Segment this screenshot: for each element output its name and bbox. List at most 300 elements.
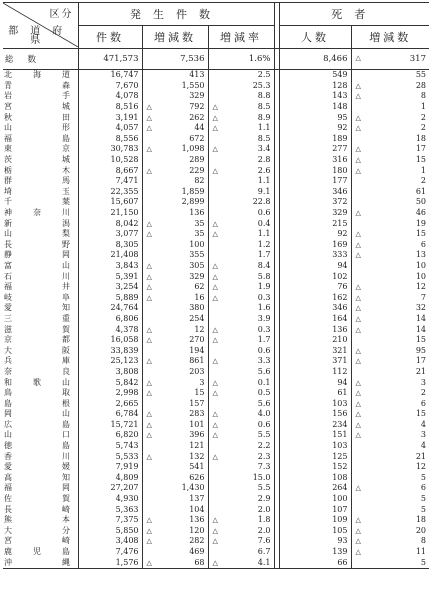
death-change: 55	[351, 70, 429, 81]
occurrence-rate: 7.3	[208, 462, 274, 473]
decrease-mark: △	[146, 410, 152, 419]
table-row	[3, 176, 429, 187]
death-persons: 329	[332, 208, 348, 218]
prefecture-name: 島 根	[3, 398, 78, 409]
death-change: △ 17	[351, 144, 429, 155]
death-change: △ 1	[351, 165, 429, 176]
occurrence-rate: 9.1	[208, 187, 274, 198]
occurrence-rate: △ 5.5	[208, 430, 274, 441]
occurrence-change: 355	[142, 250, 208, 261]
prefecture-name: 沖 縄	[3, 557, 78, 568]
table-row	[3, 451, 429, 462]
table-row	[3, 409, 429, 420]
prefecture-name: 山 口	[3, 430, 78, 441]
decrease-mark: △	[355, 166, 361, 175]
death-persons: 148	[332, 102, 348, 112]
table-row	[3, 367, 429, 378]
table-row	[3, 462, 429, 473]
occurrence-change: △ 132	[142, 451, 208, 462]
prefecture-name: 鹿 児 島	[3, 547, 78, 558]
decrease-mark: △	[355, 113, 361, 122]
occurrence-rate: 2.5	[208, 70, 274, 81]
occurrence-rate: △ 8.4	[208, 261, 274, 272]
occurrence-rate: 1.7	[208, 250, 274, 261]
occurrence-rate: △ 8.9	[208, 112, 274, 123]
table-row	[3, 218, 429, 229]
prefecture-name: 青 森	[3, 81, 78, 92]
table-row	[3, 303, 429, 314]
table-row	[3, 208, 429, 219]
decrease-mark: △	[355, 410, 361, 419]
prefecture-name: 山 梨	[3, 229, 78, 240]
table-row	[3, 123, 429, 134]
death-persons: 549	[332, 70, 348, 80]
death-change: 4	[351, 441, 429, 452]
table-row	[3, 398, 429, 409]
prefecture-name: 静 岡	[3, 250, 78, 261]
occurrence-rate: △ 4.1	[208, 557, 274, 568]
prefecture-name: 京 都	[3, 335, 78, 346]
death-change: 50	[351, 197, 429, 208]
death-persons: 234	[332, 419, 348, 429]
death-persons: 164	[332, 313, 348, 323]
prefecture-name: 和 歌 山	[3, 377, 78, 388]
occurrence-rate: 6.7	[208, 547, 274, 558]
decrease-mark: △	[212, 166, 218, 175]
occurrence-change: 672	[142, 134, 208, 145]
decrease-mark: △	[355, 526, 361, 535]
occurrence-rate: 2.2	[208, 441, 274, 452]
decrease-mark: △	[146, 431, 152, 440]
decrease-mark: △	[355, 548, 361, 557]
table-row	[3, 250, 429, 261]
death-persons: 66	[279, 557, 351, 568]
table-row	[3, 430, 429, 441]
occurrence-count: 3,408	[115, 536, 139, 546]
occurrence-rate: △ 1.1	[208, 123, 274, 134]
death-change: △ 6	[351, 240, 429, 251]
occurrence-count: 3,191	[115, 112, 139, 122]
total-rate: 1.6%	[208, 49, 274, 70]
prefecture-name: 熊 本	[3, 515, 78, 526]
occurrence-rate: 0.6	[208, 345, 274, 356]
occurrence-change: △ 396	[142, 430, 208, 441]
prefecture-name: 石 川	[3, 271, 78, 282]
table-row	[3, 282, 429, 293]
death-persons: 264	[332, 483, 348, 493]
occurrence-rate: 8.5	[208, 134, 274, 145]
prefecture-name: 宮 崎	[3, 536, 78, 547]
decrease-mark: △	[146, 166, 152, 175]
decrease-mark: △	[355, 325, 361, 334]
occurrence-rate: △ 3.3	[208, 356, 274, 367]
death-persons: 61	[337, 388, 348, 398]
occurrence-change: △ 3	[142, 377, 208, 388]
death-change: △ 15	[351, 155, 429, 166]
death-change: △ 8	[351, 91, 429, 102]
table-row	[3, 155, 429, 166]
decrease-mark: △	[355, 92, 361, 101]
death-change: 18	[351, 134, 429, 145]
table-row	[3, 187, 429, 198]
occurrence-rate: 8.8	[208, 91, 274, 102]
prefecture-name: 埼 玉	[3, 187, 78, 198]
prefecture-name: 茨 城	[3, 155, 78, 166]
decrease-mark: △	[212, 410, 218, 419]
occurrence-rate: △ 0.3	[208, 324, 274, 335]
decrease-mark: △	[146, 230, 152, 239]
death-change: 19	[351, 218, 429, 229]
death-persons: 125	[332, 451, 348, 461]
occurrence-count: 6,820	[115, 430, 139, 440]
occurrence-count: 33,839	[110, 345, 139, 355]
occurrence-rate: 1.2	[208, 240, 274, 251]
decrease-mark: △	[212, 378, 218, 387]
occurrence-count: 27,207	[110, 483, 139, 493]
decrease-mark: △	[355, 283, 361, 292]
decrease-mark: △	[146, 325, 152, 334]
prefecture-name: 香 川	[3, 451, 78, 462]
prefecture-name: 愛 知	[3, 303, 78, 314]
death-persons: 321	[332, 345, 348, 355]
prefecture-name: 宮 城	[3, 102, 78, 113]
occurrence-count: 15,721	[110, 419, 139, 429]
occurrence-change: △ 62	[142, 282, 208, 293]
prefecture-name: 秋 田	[3, 112, 78, 123]
death-change: 2	[351, 176, 429, 187]
occurrence-change: 157	[142, 398, 208, 409]
occurrence-rate: △ 2.0	[208, 526, 274, 537]
death-persons: 108	[332, 472, 348, 482]
table-row	[3, 483, 429, 494]
prefecture-name: 鳥 取	[3, 388, 78, 399]
death-change: 5	[351, 494, 429, 505]
prefecture-name: 岐 阜	[3, 292, 78, 303]
death-change: 21	[351, 451, 429, 462]
decrease-mark: △	[146, 283, 152, 292]
death-change: △ 15	[351, 229, 429, 240]
occurrence-count: 3,077	[115, 229, 139, 239]
death-change: 5	[351, 557, 429, 568]
prefecture-name: 福 岡	[3, 483, 78, 494]
occurrence-count: 5,743	[115, 441, 139, 451]
table-row	[3, 81, 429, 92]
table-row	[3, 473, 429, 484]
occurrence-change: 82	[142, 176, 208, 187]
death-persons: 177	[332, 176, 348, 186]
occurrence-count: 8,305	[115, 239, 139, 249]
decrease-mark: △	[355, 124, 361, 133]
occurrence-change: 194	[142, 345, 208, 356]
death-change: △ 13	[351, 250, 429, 261]
occurrence-change: 1,550	[142, 81, 208, 92]
prefecture-name: 岩 手	[3, 91, 78, 102]
col-rate-header: 増減率	[208, 26, 274, 49]
occurrence-count: 15,607	[110, 197, 139, 207]
occurrence-rate: 2.8	[208, 155, 274, 166]
occurrence-rate: 25.3	[208, 81, 274, 92]
occurrence-change: △ 305	[142, 261, 208, 272]
death-change: △ 95	[351, 345, 429, 356]
occurrence-count: 7,471	[115, 176, 139, 186]
table-row	[3, 91, 429, 102]
occurrence-count: 2,665	[115, 398, 139, 408]
decrease-mark: △	[355, 537, 361, 546]
occurrence-count: 3,843	[115, 260, 139, 270]
occurrence-rate: 2.0	[208, 504, 274, 515]
occurrence-rate: 15.0	[208, 473, 274, 484]
death-persons: 346	[332, 303, 348, 313]
decrease-mark: △	[212, 124, 218, 133]
decrease-mark: △	[212, 537, 218, 546]
occurrence-change: 1,430	[142, 483, 208, 494]
death-persons: 103	[332, 398, 348, 408]
prefecture-name: 新 潟	[3, 218, 78, 229]
death-change: 1	[351, 102, 429, 113]
corner-top-label: 区分	[49, 9, 74, 20]
decrease-mark: △	[212, 389, 218, 398]
death-change: △ 17	[351, 356, 429, 367]
col-persons-header: 人数	[279, 26, 351, 49]
occurrence-count: 6,784	[115, 409, 139, 419]
occurrence-count: 4,078	[115, 91, 139, 101]
total-count: 471,573	[78, 49, 142, 70]
traffic-accident-table	[3, 2, 429, 569]
table-row	[3, 144, 429, 155]
death-persons: 189	[332, 133, 348, 143]
occurrence-count: 24,764	[110, 303, 139, 313]
death-change: △ 2	[351, 112, 429, 123]
decrease-mark: △	[212, 431, 218, 440]
death-persons: 112	[332, 366, 348, 376]
occurrence-change: 380	[142, 303, 208, 314]
occurrence-change: △ 35	[142, 229, 208, 240]
occurrence-change: 136	[142, 208, 208, 219]
occurrence-count: 4,809	[115, 472, 139, 482]
prefecture-name: 北 海 道	[3, 70, 78, 81]
decrease-mark: △	[355, 346, 361, 355]
occurrence-count: 16,058	[110, 335, 139, 345]
death-change: 10	[351, 261, 429, 272]
decrease-mark: △	[146, 516, 152, 525]
decrease-mark: △	[212, 420, 218, 429]
decrease-mark: △	[355, 304, 361, 313]
occurrence-count: 21,150	[110, 208, 139, 218]
occurrence-change: 203	[142, 367, 208, 378]
occurrence-change: 100	[142, 240, 208, 251]
table-row	[3, 504, 429, 515]
death-change: 10	[351, 271, 429, 282]
death-persons: 143	[332, 91, 348, 101]
death-persons: 162	[332, 292, 348, 302]
death-persons: 93	[337, 536, 348, 546]
decrease-mark: △	[212, 230, 218, 239]
decrease-mark: △	[212, 516, 218, 525]
decrease-mark: △	[355, 156, 361, 165]
occurrence-rate: △ 1.1	[208, 229, 274, 240]
death-change: △ 14	[351, 324, 429, 335]
prefecture-name: 神 奈 川	[3, 208, 78, 219]
occurrence-change: △ 329	[142, 271, 208, 282]
occurrence-change: 254	[142, 314, 208, 325]
decrease-mark: △	[146, 113, 152, 122]
occurrence-change: 289	[142, 155, 208, 166]
occurrence-rate: △ 0.3	[208, 292, 274, 303]
occurrence-count: 10,528	[110, 155, 139, 165]
occurrence-count: 22,355	[110, 186, 139, 196]
table-row	[3, 356, 429, 367]
death-change: △ 6	[351, 398, 429, 409]
death-change: △ 32	[351, 303, 429, 314]
occurrence-change: △ 15	[142, 388, 208, 399]
occurrence-count: 21,408	[110, 250, 139, 260]
occurrence-count: 5,363	[115, 504, 139, 514]
table-row	[3, 261, 429, 272]
prefecture-name: 三 重	[3, 314, 78, 325]
death-change: △ 4	[351, 420, 429, 431]
table-row	[3, 420, 429, 431]
death-persons: 139	[332, 547, 348, 557]
occurrence-count: 1,576	[78, 557, 142, 568]
occurrence-count: 25,123	[110, 356, 139, 366]
death-persons: 95	[337, 112, 348, 122]
decrease-mark: △	[355, 389, 361, 398]
decrease-mark: △	[212, 145, 218, 154]
death-change: 5	[351, 473, 429, 484]
death-persons: 92	[337, 229, 348, 239]
death-change: 12	[351, 462, 429, 473]
prefecture-name: 東 京	[3, 144, 78, 155]
death-persons: 277	[332, 144, 348, 154]
decrease-mark: △	[146, 452, 152, 461]
decrease-mark: △	[355, 54, 361, 62]
table-row	[3, 494, 429, 505]
occurrence-change: △ 270	[142, 335, 208, 346]
occurrence-rate: △ 4.0	[208, 409, 274, 420]
table-row	[3, 292, 429, 303]
occurrence-change: △ 136	[142, 515, 208, 526]
total-row	[3, 49, 429, 70]
prefecture-name: 千 葉	[3, 197, 78, 208]
occurrence-change: △ 792	[142, 102, 208, 113]
occurrence-rate: △ 1.8	[208, 515, 274, 526]
death-persons: 169	[332, 239, 348, 249]
occurrence-rate: 5.5	[208, 483, 274, 494]
decrease-mark: △	[212, 293, 218, 302]
death-persons: 156	[332, 409, 348, 419]
occurrence-count: 6,806	[115, 313, 139, 323]
table-row	[3, 335, 429, 346]
occurrence-change: △ 229	[142, 165, 208, 176]
occurrence-rate: 1.1	[208, 176, 274, 187]
occurrence-change: 137	[142, 494, 208, 505]
decrease-mark: △	[212, 283, 218, 292]
occurrence-rate: 5.6	[208, 398, 274, 409]
death-change: 61	[351, 187, 429, 198]
prefecture-name: 富 山	[3, 261, 78, 272]
death-persons: 100	[332, 494, 348, 504]
table-row	[3, 165, 429, 176]
occurrence-change: 541	[142, 462, 208, 473]
decrease-mark: △	[146, 537, 152, 546]
decrease-mark: △	[146, 293, 152, 302]
death-change: △ 14	[351, 314, 429, 325]
table-row	[3, 70, 429, 81]
occurrence-change: △ 120	[142, 526, 208, 537]
table-row	[3, 547, 429, 558]
death-persons: 92	[337, 123, 348, 133]
occurrence-change: △ 1,098	[142, 144, 208, 155]
occurrence-rate: 3.9	[208, 314, 274, 325]
death-persons: 372	[332, 197, 348, 207]
decrease-mark: △	[212, 526, 218, 535]
decrease-mark: △	[212, 219, 218, 228]
occurrence-count: 16,747	[110, 70, 139, 80]
decrease-mark: △	[355, 230, 361, 239]
occurrence-change: △ 282	[142, 536, 208, 547]
decrease-mark: △	[146, 389, 152, 398]
decrease-mark: △	[355, 431, 361, 440]
death-persons: 105	[332, 525, 348, 535]
death-persons: 136	[332, 324, 348, 334]
decrease-mark: △	[212, 261, 218, 270]
death-persons: 94	[337, 260, 348, 270]
occurrence-rate: 5.6	[208, 367, 274, 378]
occurrence-change: 626	[142, 473, 208, 484]
death-persons: 333	[332, 250, 348, 260]
prefecture-name: 長 崎	[3, 504, 78, 515]
death-change: △ 8	[351, 536, 429, 547]
occurrence-rate: △ 0.4	[208, 218, 274, 229]
decrease-mark: △	[355, 314, 361, 323]
decrease-mark: △	[146, 420, 152, 429]
occurrence-change: △ 101	[142, 420, 208, 431]
death-change: △ 2	[351, 388, 429, 399]
prefecture-name: 徳 島	[3, 441, 78, 452]
death-change: △ 7	[351, 292, 429, 303]
occurrence-change: △ 68	[142, 557, 208, 568]
decrease-mark: △	[146, 336, 152, 345]
table-row	[3, 112, 429, 123]
decrease-mark: △	[146, 219, 152, 228]
decrease-mark: △	[355, 240, 361, 249]
occurrence-change: 2,899	[142, 197, 208, 208]
decrease-mark: △	[212, 357, 218, 366]
occurrence-rate: △ 1.9	[208, 282, 274, 293]
decrease-mark: △	[355, 399, 361, 408]
decrease-mark: △	[355, 378, 361, 387]
prefecture-name: 奈 良	[3, 367, 78, 378]
occurrence-count: 4,378	[115, 324, 139, 334]
occurrence-change: 329	[142, 91, 208, 102]
table-row	[3, 388, 429, 399]
table-row	[3, 197, 429, 208]
occurrence-change: 1,859	[142, 187, 208, 198]
decrease-mark: △	[212, 336, 218, 345]
prefecture-name: 福 井	[3, 282, 78, 293]
prefecture-name: 高 知	[3, 473, 78, 484]
decrease-mark: △	[212, 103, 218, 112]
prefecture-name: 岡 山	[3, 409, 78, 420]
death-change: △ 28	[351, 81, 429, 92]
death-change: △ 12	[351, 282, 429, 293]
occurrence-count: 7,375	[115, 515, 139, 525]
group-deaths-header: 死者	[279, 3, 429, 26]
death-persons: 107	[332, 504, 348, 514]
occurrence-rate: 2.9	[208, 494, 274, 505]
death-change: 15	[351, 335, 429, 346]
total-label: 総数	[3, 49, 78, 70]
